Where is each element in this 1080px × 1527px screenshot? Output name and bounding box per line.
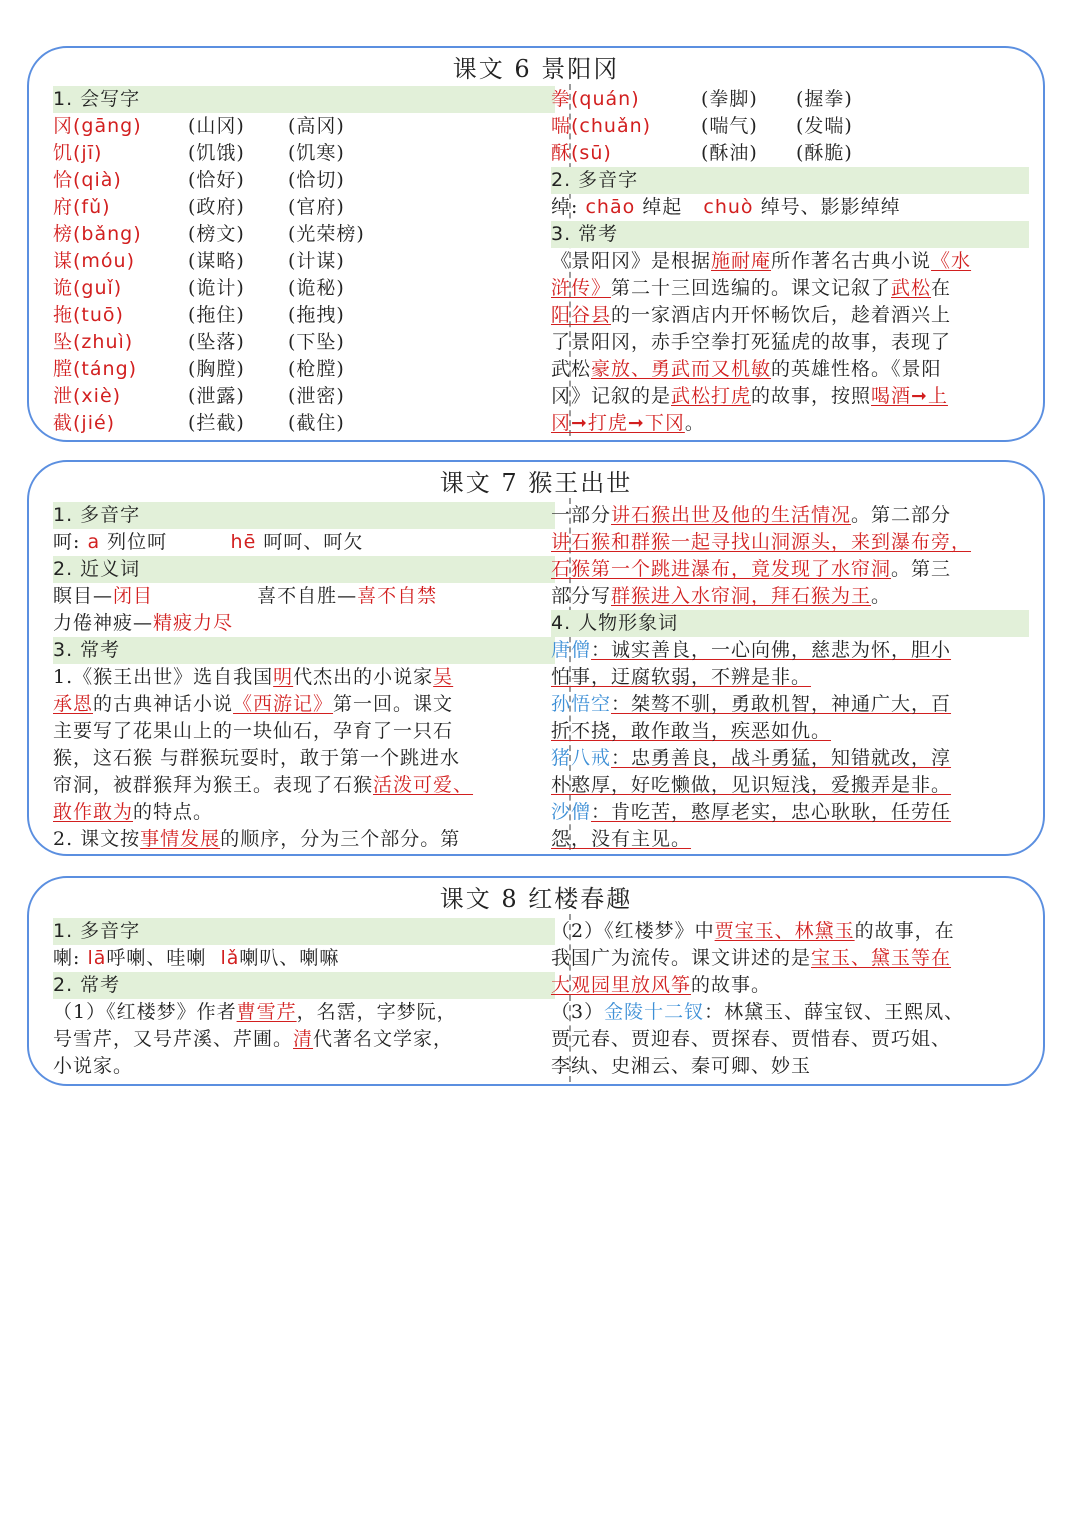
- word: (胸膛): [188, 358, 245, 380]
- lesson6-title: 课文 6 景阳冈: [452, 55, 620, 83]
- char-row: [53, 410, 555, 437]
- pinyin: (chuǎn): [571, 115, 652, 137]
- char: 膛: [53, 358, 74, 380]
- word: (拖拽): [288, 304, 345, 326]
- word: (截住): [288, 412, 345, 434]
- pinyin: (táng): [73, 358, 138, 380]
- synonym-line: 力倦神疲—精疲力尽: [53, 612, 234, 634]
- word: (坠落): [188, 331, 245, 353]
- polyphone-line: 呵: a 列位呵 hē 呵呵、呵欠: [53, 531, 364, 553]
- lesson6-card: [27, 46, 1045, 442]
- lesson7-paragraph: 1.《猴王出世》选自我国明代杰出的小说家吴 承恩的古典神话小说《西游记》第一回。课文 主要写了花果山上的一块仙石，孕育了一只石 猴，这石猴 与群猴玩耍时，敢于第一个跳进水 帘洞，被群猴拜为猴王。表现了石猴活泼可爱、 敢作敢为的特点。 2. 课文按事情发展的顺序，分为三个部分。第: [53, 666, 474, 850]
- pinyin: (jié): [73, 412, 116, 434]
- word: (谋略): [188, 250, 245, 272]
- word: (泄露): [188, 385, 245, 407]
- word: (酥油): [701, 142, 758, 164]
- char-table-right: [551, 86, 1029, 167]
- lesson6-left-column: [53, 86, 555, 437]
- word: (泄密): [288, 385, 345, 407]
- char: 拖: [53, 304, 74, 326]
- word: (恰切): [288, 169, 345, 191]
- word: (枪膛): [288, 358, 345, 380]
- word: (发喘): [796, 115, 853, 137]
- synonym-line: 瞑目—闭目 喜不自胜—喜不自禁: [53, 585, 438, 607]
- char-row: [53, 221, 555, 248]
- word: (政府): [188, 196, 245, 218]
- char-row: [53, 194, 555, 221]
- char: 截: [53, 412, 74, 434]
- word: (拖住): [188, 304, 245, 326]
- char: 酥: [551, 142, 572, 164]
- word: (恰好): [188, 169, 245, 191]
- char: 府: [53, 196, 74, 218]
- section-heading: 2. 近义词: [53, 556, 555, 583]
- lesson8-card: [27, 876, 1045, 1086]
- word: (下坠): [288, 331, 345, 353]
- polyphone-line: 喇: lā呼喇、哇喇 lǎ喇叭、喇嘛: [53, 947, 340, 969]
- word: (官府): [288, 196, 345, 218]
- char-row: [53, 275, 555, 302]
- word: (计谋): [288, 250, 345, 272]
- pinyin: (bǎng): [73, 223, 142, 245]
- character-name: 沙僧: [551, 801, 592, 823]
- pinyin: (quán): [571, 88, 640, 110]
- section-heading: 1. 多音字: [53, 502, 555, 529]
- pinyin: (fǔ): [73, 196, 111, 218]
- word: (诡计): [188, 277, 245, 299]
- char-row: [53, 356, 555, 383]
- pinyin: (guǐ): [73, 277, 123, 299]
- section-heading: 1. 多音字: [53, 918, 555, 945]
- word: (握拳): [796, 88, 853, 110]
- word: (饥饿): [188, 142, 245, 164]
- char-row: [551, 140, 1029, 167]
- char-row: [551, 113, 1029, 140]
- char: 恰: [53, 169, 74, 191]
- char-table: [53, 113, 555, 437]
- word: (高冈): [288, 115, 345, 137]
- char: 榜: [53, 223, 74, 245]
- character-name: 孙悟空: [551, 693, 612, 715]
- section-heading: 1. 会写字: [53, 86, 555, 113]
- pinyin: (jī): [73, 142, 103, 164]
- char: 冈: [53, 115, 74, 137]
- word: (拦截): [188, 412, 245, 434]
- word: (拳脚): [701, 88, 758, 110]
- word: (诡秘): [288, 277, 345, 299]
- section-heading: 2. 多音字: [551, 167, 1029, 194]
- char-row: [551, 86, 1029, 113]
- char: 喘: [551, 115, 572, 137]
- char-row: [53, 302, 555, 329]
- char: 谋: [53, 250, 74, 272]
- char-row: [53, 248, 555, 275]
- lesson7-card: [27, 460, 1045, 856]
- lesson6-paragraph: 《景阳冈》是根据施耐庵所作著名古典小说《水 浒传》第二十三回选编的。课文记叙了武松在 阳谷县的一家酒店内开怀畅饮后，趁着酒兴上 了景阳冈，赤手空拳打死猛虎的故事，表现了 武松豪放、勇武而又机敏的英雄性格。《景阳 冈》记叙的是武松打虎的故事，按照喝酒➞上 冈➞打虎➞下冈。: [551, 250, 972, 434]
- char-row: [53, 167, 555, 194]
- word: (山冈): [188, 115, 245, 137]
- lesson7-right-column: 一部分讲石猴出世及他的生活情况。第二部分 讲石猴和群猴一起寻找山洞源头，来到瀑布旁， 石猴第一个跳进瀑布，竟发现了水帘洞。第三 部分写群猴进入水帘洞，拜石猴为王。 4. 人物形象词 唐僧：诚实善良，一心向佛，慈悲为怀，胆小 怕事，迂腐软弱，不辨是非。 孙悟空：桀骜不驯，勇敢机智，神通广大，百 折不挠，敢作敢当，疾恶如仇。 猪八戒：忠勇善良，战斗勇猛，知错就改，淳 朴憨厚，好吃懒做，见识短浅，爱搬弄是非。 沙僧：肯吃苦，憨厚老实，忠心耿耿，任劳任 怨，没有主见。: [551, 502, 1029, 853]
- word: (酥脆): [796, 142, 853, 164]
- pinyin: (zhuì): [73, 331, 134, 353]
- char: 拳: [551, 88, 572, 110]
- pinyin: (móu): [73, 250, 136, 272]
- lesson7-title: 课文 7 猴王出世: [439, 469, 633, 497]
- section-heading: 2. 常考: [53, 972, 555, 999]
- pinyin: (xiè): [73, 385, 122, 407]
- word: (光荣榜): [288, 223, 365, 245]
- section-heading: 3. 常考: [551, 221, 1029, 248]
- word: (喘气): [701, 115, 758, 137]
- char-row: [53, 329, 555, 356]
- char: 泄: [53, 385, 74, 407]
- char-row: [53, 113, 555, 140]
- pinyin: (sū): [571, 142, 612, 164]
- word: (饥寒): [288, 142, 345, 164]
- char: 饥: [53, 142, 74, 164]
- lesson8-right-column: （2）《红楼梦》中贾宝玉、林黛玉的故事，在 我国广为流传。课文讲述的是宝玉、黛玉等在 大观园里放风筝的故事。 （3）金陵十二钗：林黛玉、薛宝钗、王熙凤、 贾元春、贾迎春、贾探春、贾惜春、贾巧姐、 李纨、史湘云、秦可卿、妙玉: [551, 920, 965, 1077]
- character-name: 猪八戒: [551, 747, 612, 769]
- lesson6-right-column: [551, 86, 1029, 437]
- char-row: [53, 140, 555, 167]
- char: 坠: [53, 331, 74, 353]
- lesson8-title: 课文 8 红楼春趣: [439, 885, 633, 913]
- lesson8-left-column: 1. 多音字 喇: lā呼喇、哇喇 lǎ喇叭、喇嘛 2. 常考 （1）《红楼梦》作者曹雪芹，名霑，字梦阮， 号雪芹，又号芹溪、芹圃。清代著名文学家， 小说家。: [53, 918, 555, 1080]
- char-row: [53, 383, 555, 410]
- pinyin: (tuō): [73, 304, 124, 326]
- polyphone-line: 绰: chāo 绰起 chuò 绰号、影影绰绰: [551, 196, 901, 218]
- section-heading: 4. 人物形象词: [551, 610, 1029, 637]
- char: 诡: [53, 277, 74, 299]
- pinyin: (qià): [73, 169, 122, 191]
- word: (榜文): [188, 223, 245, 245]
- lesson7-left-column: [53, 502, 555, 853]
- character-name: 唐僧: [551, 639, 592, 661]
- pinyin: (gāng): [73, 115, 142, 137]
- section-heading: 3. 常考: [53, 637, 555, 664]
